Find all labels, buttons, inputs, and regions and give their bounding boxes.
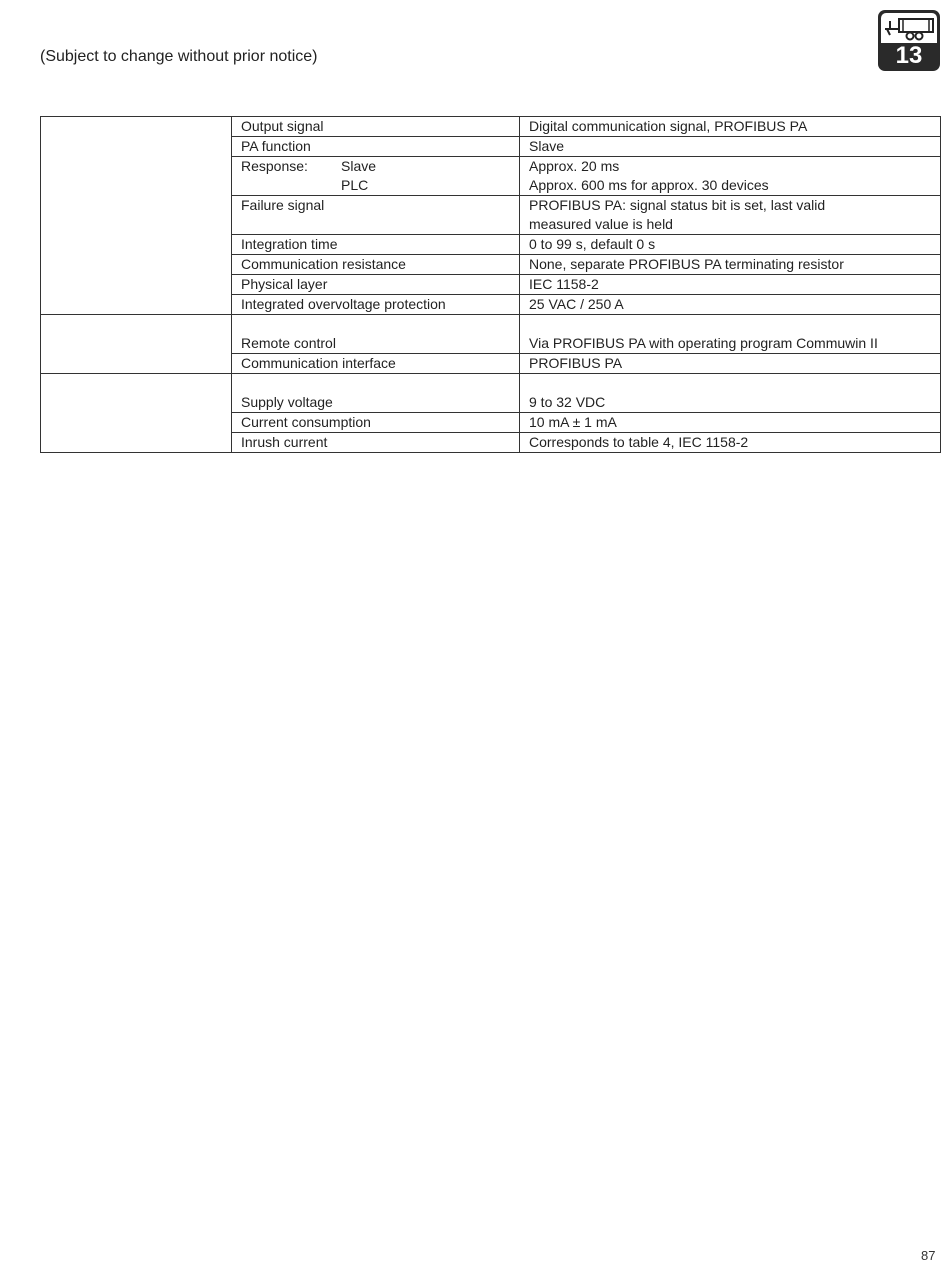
- table-row: [41, 117, 941, 137]
- spec-label: Communication resistance: [232, 255, 520, 275]
- spec-label: Response:: [241, 158, 308, 174]
- spec-value-line: PROFIBUS PA: signal status bit is set, last valid: [529, 197, 826, 213]
- spec-label: Output signal: [232, 117, 520, 137]
- spec-value-line: measured value is held: [529, 216, 673, 232]
- spec-label: Integrated overvoltage protection: [232, 295, 520, 315]
- group-label-cell: [41, 374, 232, 453]
- spec-sublabel: Slave: [341, 158, 377, 174]
- spec-sublabel: PLC: [341, 177, 369, 193]
- group-label-cell: [41, 315, 232, 374]
- spec-label: Failure signal: [232, 196, 520, 235]
- spec-label-response: [232, 157, 520, 196]
- spec-label: Physical layer: [232, 275, 520, 295]
- spec-value: Slave: [520, 137, 941, 157]
- trailer-tank-icon: [881, 13, 937, 43]
- spec-label: Supply voltage: [232, 374, 520, 413]
- change-notice: (Subject to change without prior notice): [40, 48, 318, 65]
- spec-label: Remote control: [232, 315, 520, 354]
- chapter-badge: [878, 10, 940, 71]
- page-number: 87: [921, 1248, 936, 1263]
- table-row: [41, 315, 941, 354]
- spec-label: PA function: [232, 137, 520, 157]
- spec-value: 25 VAC / 250 A: [520, 295, 941, 315]
- table-row: [41, 374, 941, 413]
- spec-label: Communication interface: [232, 354, 520, 374]
- spec-value: PROFIBUS PA: [520, 354, 941, 374]
- spec-value: IEC 1158-2: [520, 275, 941, 295]
- chapter-number: 13: [895, 42, 923, 69]
- spec-value: 9 to 32 VDC: [520, 374, 941, 413]
- spec-label: Integration time: [232, 235, 520, 255]
- spec-label: Inrush current: [232, 433, 520, 453]
- spec-value: [520, 157, 941, 196]
- spec-value: 10 mA ± 1 mA: [520, 413, 941, 433]
- spec-value-line: Approx. 20 ms: [529, 158, 620, 174]
- spec-value: Corresponds to table 4, IEC 1158-2: [520, 433, 941, 453]
- spec-value: [520, 196, 941, 235]
- group-label-cell: [41, 117, 232, 315]
- spec-value-line: Approx. 600 ms for approx. 30 devices: [529, 177, 769, 193]
- spec-value: None, separate PROFIBUS PA terminating resistor: [520, 255, 941, 275]
- spec-label: Current consumption: [232, 413, 520, 433]
- spec-value: 0 to 99 s, default 0 s: [520, 235, 941, 255]
- specifications-table: [40, 116, 941, 453]
- spec-value: Via PROFIBUS PA with operating program Commuwin II: [520, 315, 941, 354]
- spec-value: Digital communication signal, PROFIBUS PA: [520, 117, 941, 137]
